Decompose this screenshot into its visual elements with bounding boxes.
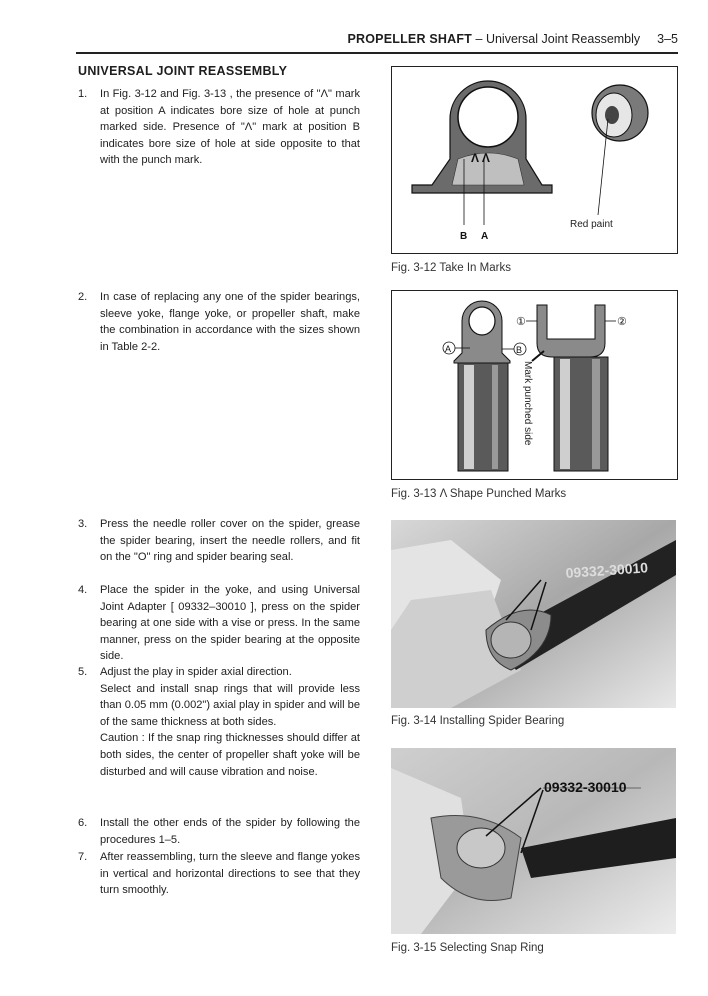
- page-number: 3–5: [657, 32, 678, 46]
- label-b: B: [516, 345, 523, 355]
- step-4: [78, 582, 360, 665]
- step-number: 1.: [78, 88, 88, 100]
- tool-number-label: 09332-30010: [544, 779, 627, 795]
- figure-3-14-caption: Fig. 3-14 Installing Spider Bearing: [391, 715, 565, 727]
- step-text: Place the spider in the yoke, and using Universal Joint Adapter [ 09332–30010 ], press on the spider bearing at one side with a vise or press. In the same manner, press on the spider bearing at the opposite side.: [100, 584, 360, 663]
- figure-3-12: [391, 66, 678, 254]
- step-number: 2.: [78, 291, 88, 303]
- selecting-snap-ring-photo: [391, 748, 676, 934]
- label-a: A: [481, 231, 489, 242]
- page-header: [347, 32, 678, 46]
- installing-spider-bearing-photo: [391, 520, 676, 708]
- circled-two: ②: [617, 316, 627, 328]
- step-text: Adjust the play in spider axial direction.: [100, 666, 292, 678]
- punch-marks: Λ Λ: [471, 151, 490, 165]
- step-1: [78, 86, 360, 169]
- figure-3-13: [391, 290, 678, 480]
- step-5: [78, 664, 360, 780]
- step-number: 7.: [78, 851, 88, 863]
- step-number: 3.: [78, 518, 88, 530]
- figure-3-15-caption: Fig. 3-15 Selecting Snap Ring: [391, 942, 544, 954]
- section-subtitle: – Universal Joint Reassembly: [475, 32, 641, 46]
- header-rule: [76, 52, 678, 54]
- punched-marks-illustration: [392, 291, 677, 479]
- figure-3-13-caption: Fig. 3-13 Λ Shape Punched Marks: [391, 488, 567, 500]
- label-a: A: [445, 344, 452, 354]
- step-detail: Select and install snap rings that will provide less than 0.05 mm (0.002") axial play in spider and will be of the same thickness at both sides.: [100, 682, 360, 728]
- figure-3-14-photo: [391, 520, 676, 708]
- step-3: [78, 516, 360, 566]
- mark-punched-side-label: Mark punched side: [522, 361, 533, 446]
- red-paint-label: Red paint: [570, 219, 613, 230]
- step-text: In case of replacing any one of the spider bearings, sleeve yoke, flange yoke, or propeller shaft, make the combination in accordance with the sizes shown in Table 2-2.: [100, 291, 360, 353]
- figure-3-15-photo: [391, 748, 676, 934]
- step-2: [78, 289, 360, 355]
- step-text: Install the other ends of the spider by following the procedures 1–5.: [100, 817, 360, 846]
- step-caution: Caution : If the snap ring thicknesses should differ at both sides, the center of propeller shaft yoke will be disturbed and will cause vibration and noise.: [100, 732, 360, 778]
- step-number: 6.: [78, 817, 88, 829]
- step-text: In Fig. 3-12 and Fig. 3-13 , the presence of "Λ" mark at position A indicates bore size of hole at punch marked side. Presence of "Λ" mark at position B indicates bore size of hole at side opposite to that with the punch mark.: [100, 88, 360, 167]
- figure-3-12-caption: Fig. 3-12 Take In Marks: [391, 262, 511, 274]
- step-7: [78, 849, 360, 899]
- step-number: 5.: [78, 666, 88, 678]
- take-in-marks-illustration: [392, 67, 677, 253]
- tool-number-label: 09332-30010: [565, 559, 649, 581]
- section-title: PROPELLER SHAFT: [347, 32, 473, 46]
- step-6: [78, 815, 360, 848]
- step-number: 4.: [78, 584, 88, 596]
- step-text: Press the needle roller cover on the spider, grease the spider bearing, insert the needle rollers, and fit on the "O" ring and spider bearing seal.: [100, 518, 360, 564]
- step-text: After reassembling, turn the sleeve and flange yokes in vertical and horizontal directions to see that they turn smoothly.: [100, 851, 360, 897]
- circled-one: ①: [516, 316, 526, 328]
- section-heading: UNIVERSAL JOINT REASSEMBLY: [78, 64, 288, 78]
- label-b: B: [460, 231, 468, 242]
